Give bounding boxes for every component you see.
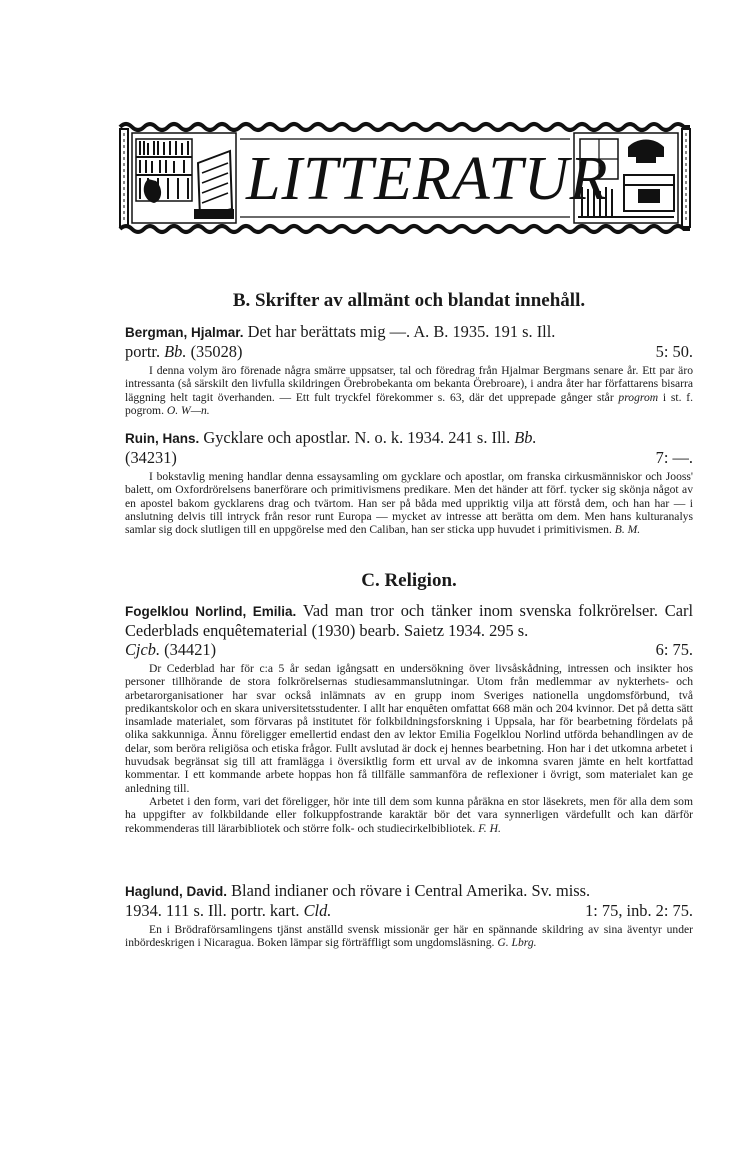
entry-heading <box>125 428 693 467</box>
review-text: Arbetet i den form, vari det föreligger, hör inte till dem som kunna påräkna en stor läsekrets, men för alla dem som ha uppgifter av folkbildande eller folkuppfostrande karaktär bör det vara synnerligen värdefullt och kan därför rekommenderas till lärarbibliotek och större folk- och studiecirkelbibliotek. <box>125 794 693 835</box>
review-paragraph: Dr Cederblad har för c:a 5 år sedan igångsatt en undersökning över livsåskådning, intressen och insikter hos personer tillhörande de stora folkrörelsernas studiesammanslutningar. Utom från medlemmar av nykterhets- och arbetarorganisationer har svar också inlämnats av en grupp inom Sveriges nationella ungdomsförbund, två predikantskolor och en skara universitetsstudenter. I allt har enquêten omfattat 668 män och 204 kvinnor. Det på detta sätt insamlade materialet, som förvaras på institutet för folkbildningsforskning i Uppsala, har för bearbetning fördelats på olika sakkunniga. Ännu föreligger emellertid endast den av lektor Emilia Fogelklou Norlind utförda behandlingen av de delar, som beröra religiösa och etiska frågor. Fullt avslutad är dock ej hennes bearbetning. Hon har i det utkomna arbetet i huvudsak begränsat sig till att framlägga i översiktlig form ett urval av de inkomna svaren jämte en helt kortfattad kommentar. I ett kommande arbete hoppas hon få tillfälle sammanföra de reflexioner i övrigt, som materialet kan ge anledning till. <box>125 662 693 795</box>
review-entry-fogelklou <box>125 601 693 835</box>
entry-heading <box>125 322 693 361</box>
entry-price: 1: 75, inb. 2: 75. <box>585 901 693 920</box>
review-text: En i Brödraförsamlingens tjänst anställd svensk missionär ger här en spännande skildring av sina äventyr under inbördeskrigen i Nicaragua. Boken lämpar sig förträffligt som ungdomsläsning. <box>125 923 693 950</box>
section-c <box>125 570 693 592</box>
entry-author: Ruin, Hans. <box>125 431 200 446</box>
entry-number: (34421) <box>160 640 217 659</box>
entry-heading <box>125 601 693 659</box>
entry-number: (35028) <box>186 342 243 361</box>
entry-class-code: Cld. <box>303 901 332 920</box>
banner-title: LITTERATUR <box>246 145 609 213</box>
left-vignette-illustration <box>132 133 236 223</box>
review-text: I bokstavlig mening handlar denna essaysamling om gycklare och apostlar, om franska cirkusmänniskor och Jooss' balett, om Oxfordrörelsens banerförare och primitivismens predikare. Men det händer att förf. tycker sig skönja något av en apostel bakom gycklarens drag och tvärtom. Han ser på båda med uppriktig vilja att förstå dem, och han har — i anslutning delvis till intryck från resor runt Europa — mycket av intresse att berätta om dem. Men hans kulturanalys samlar sig dock slutligen till en uppgörelse med den Caliban, han ser sticka upp huvudet i primitivismen. <box>125 470 693 537</box>
entry-review <box>125 662 693 835</box>
entry-price: 5: 50. <box>655 342 693 361</box>
section-b <box>125 290 693 312</box>
entry-detail: 1934. 111 s. Ill. portr. kart. <box>125 901 304 920</box>
review-signature: O. W—n. <box>166 403 210 417</box>
review-entry-ruin <box>125 428 693 536</box>
entry-author: Haglund, David. <box>125 884 228 899</box>
entry-title-line: Gycklare och apostlar. N. o. k. 1934. 241 s. Ill. <box>199 428 515 447</box>
entry-author: Fogelklou Norlind, Emilia. <box>125 604 297 619</box>
section-heading-b: B. Skrifter av allmänt och blandat innehåll. <box>232 290 586 311</box>
entry-price: 7: —. <box>655 448 693 467</box>
review-typo-word: progrom <box>618 390 659 404</box>
review-signature: B. M. <box>614 523 641 537</box>
review-text-end: i st. f. pogrom. <box>125 390 693 417</box>
review-signature: F. H. <box>478 821 501 835</box>
entry-title-line: Bland indianer och rövare i Central Amerika. Sv. miss. <box>227 881 591 900</box>
entry-class-code: Cjcb. <box>125 640 161 659</box>
litteratur-banner <box>118 117 692 237</box>
section-heading-c: C. Religion. <box>361 570 457 591</box>
entry-review <box>125 364 693 417</box>
review-signature: G. Lbrg. <box>497 936 537 950</box>
review-entry-bergman <box>125 322 693 417</box>
review-entry-haglund <box>125 881 693 950</box>
review-text: I denna volym äro förenade några smärre uppsatser, tal och föredrag från Hjalmar Bergmans senare år. Ett par äro intressanta (så särskilt den livfulla skildringen Örebrobekanta om bekanta Örebroare), i andra åter har författarens bisarra läggning helt tagit överhanden. — Ett fult tryckfel förekommer s. 63, där det upprepade gånger står <box>125 364 693 404</box>
entry-review <box>125 470 693 536</box>
entry-detail: portr. <box>125 342 165 361</box>
entry-author: Bergman, Hjalmar. <box>125 325 244 340</box>
entry-title-line: Det har berättats mig —. A. B. 1935. 191 s. Ill. <box>243 322 556 341</box>
entry-class-code: Bb. <box>514 428 537 447</box>
entry-review <box>125 923 693 950</box>
entry-heading <box>125 881 693 920</box>
entry-number: (34231) <box>125 448 177 467</box>
entry-price: 6: 75. <box>655 640 693 659</box>
entry-class-code: Bb. <box>164 342 187 361</box>
entry-title-line: Vad man tror och tänker inom svenska folkrörelser. Carl Cederblads enquêtematerial (1930) bearb. Saietz 1934. 295 s. <box>125 601 694 640</box>
